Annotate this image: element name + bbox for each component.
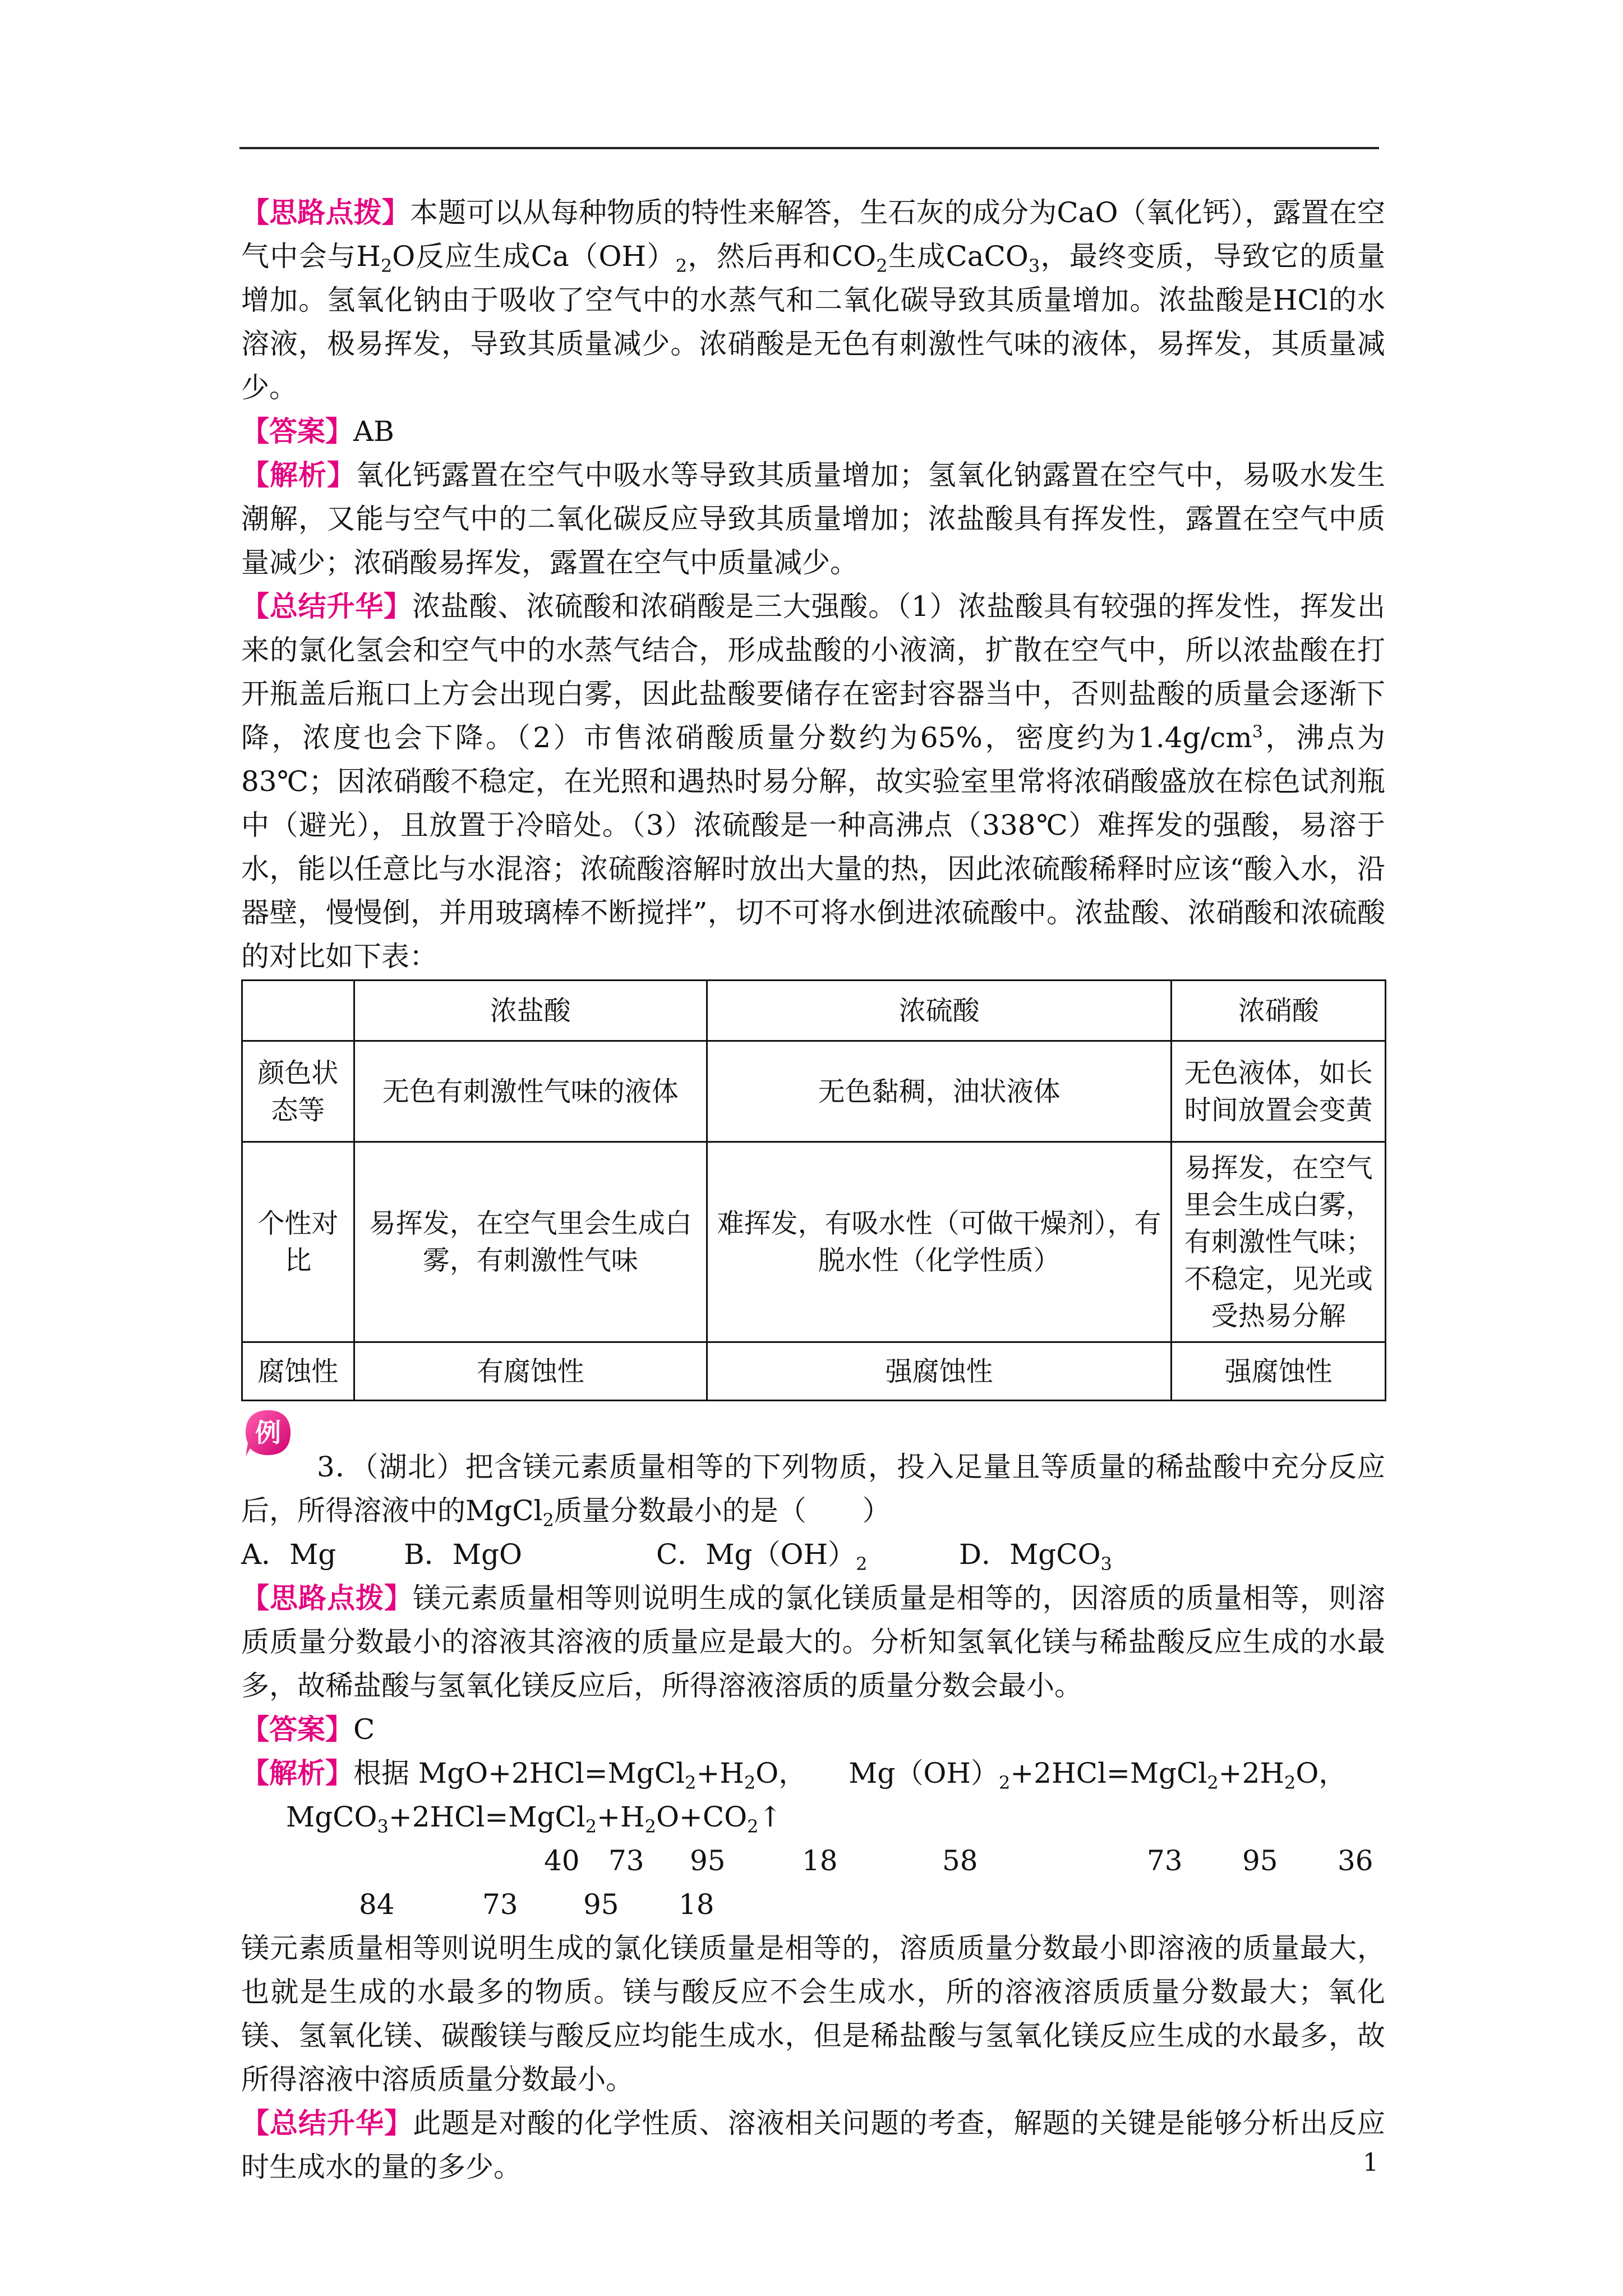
option-d: D．MgCO$_3$ xyxy=(959,1538,1112,1575)
q2-analysis-text: 氧化钙露置在空气中吸水等导致其质量增加；氢氧化钠露置在空气中，易吸水发生潮解，又能与空气中的二氧化碳反应导致其质量增加；浓盐酸具有挥发性，露置在空气中质量减少；浓硝酸易挥发，露置在空气中质量减少。 xyxy=(241,459,1386,579)
analysis-intro: 根据 xyxy=(353,1757,409,1789)
q2-summary-paragraph xyxy=(241,585,1385,978)
table-cell: 难挥发，有吸水性（可做干燥剂），有脱水性（化学性质） xyxy=(707,1142,1172,1342)
q2-hint-paragraph xyxy=(241,191,1385,409)
table-row xyxy=(242,1041,1386,1142)
answer-tag: 【答案】 xyxy=(241,1713,353,1746)
mass-value: 73 xyxy=(608,1844,644,1877)
q3-summary-paragraph xyxy=(241,2101,1385,2189)
table-row-label: 颜色状态等 xyxy=(242,1041,354,1142)
mass-value: 95 xyxy=(1242,1844,1278,1877)
acid-comparison-table xyxy=(241,979,1386,1401)
table-row xyxy=(242,1142,1386,1342)
table-row-label: 个性对比 xyxy=(242,1142,354,1342)
mass-value: 95 xyxy=(690,1844,726,1877)
mass-value: 40 xyxy=(544,1844,580,1877)
example-badge-label: 例 xyxy=(255,1418,281,1448)
answer-tag: 【答案】 xyxy=(241,415,353,448)
mass-value: 73 xyxy=(482,1888,518,1921)
q2-answer-paragraph xyxy=(241,409,1385,453)
mass-value: 18 xyxy=(679,1888,714,1921)
mass-value: 36 xyxy=(1338,1844,1373,1877)
q3-hint-text: 镁元素质量相等则说明生成的氯化镁质量是相等的，因溶质的质量相等，则溶质质量分数最小的溶液其溶液的质量应是最大的。分析知氢氧化镁与稀盐酸反应生成的水最多，故稀盐酸与氢氧化镁反应后，所得溶液溶质的质量分数会最小。 xyxy=(241,1582,1386,1702)
table-cell: 无色有刺激性气味的液体 xyxy=(354,1041,707,1142)
equation-mgo: $MgO+2HCl=MgCl_2+H_2O$， xyxy=(418,1757,793,1793)
table-cell: 无色黏稠，油状液体 xyxy=(707,1041,1172,1142)
q2-summary-text: 浓盐酸、浓硫酸和浓硝酸是三大强酸。（1）浓盐酸具有较强的挥发性，挥发出来的氯化氢会和空气中的水蒸气结合，形成盐酸的小液滴，扩散在空气中，所以浓盐酸在打开瓶盖后瓶口上方会出现白雾，因此盐酸要储存在密封容器当中，否则盐酸的质量会逐渐下降，浓度也会下降。（2）市售浓硝酸质量分数约为65%，密度约为$1.4g/cm^3$，沸点为83℃；因浓硝酸不稳定，在光照和遇热时易分解，故实验室里常将浓硝酸盛放在棕色试剂瓶中（避光），且放置于冷暗处。（3）浓硫酸是一种高沸点（338℃）难挥发的强酸，易溶于水，能以任意比与水混溶；浓硫酸溶解时放出大量的热，因此浓硫酸稀释时应该“酸入水，沿器壁，慢慢倒，并用玻璃棒不断搅拌”，切不可将水倒进浓硫酸中。浓盐酸、浓硝酸和浓硫酸的对比如下表： xyxy=(241,590,1386,973)
q3-summary-text: 此题是对酸的化学性质、溶液相关问题的考查，解题的关键是能够分析出反应时生成水的量的多少。 xyxy=(241,2107,1386,2183)
mass-value: 95 xyxy=(583,1888,619,1921)
hint-tag: 【思路点拨】 xyxy=(241,196,410,229)
option-c: C．$Mg(OH)_2$ xyxy=(656,1538,868,1575)
mass-value: 18 xyxy=(802,1844,838,1877)
q3-hint-paragraph xyxy=(241,1576,1385,1708)
table-cell: 有腐蚀性 xyxy=(354,1342,707,1401)
table-header-cell: 浓盐酸 xyxy=(354,981,707,1041)
q2-hint-text: 本题可以从每种物质的特性来解答，生石灰的成分为CaO（氧化钙），露置在空气中会与$H_2O$反应生成$Ca(OH)_2$，然后再和$CO_2$生成CaCO$_3$，最终变质，导致它的质量增加。氢氧化钠由于吸收了空气中的水蒸气和二氧化碳导致其质量增加。浓盐酸是HCl的水溶液，极易挥发，导致其质量减少。浓硝酸是无色有刺激性气味的液体，易挥发，其质量减少。 xyxy=(241,196,1386,404)
analysis-tag: 【解析】 xyxy=(241,458,356,491)
table-header-cell: 浓硝酸 xyxy=(1172,981,1386,1041)
table-cell: 强腐蚀性 xyxy=(1172,1342,1386,1401)
summary-tag: 【总结升华】 xyxy=(241,590,412,623)
table-header-cell xyxy=(242,981,354,1041)
mass-value: 84 xyxy=(359,1888,395,1921)
q2-answer: AB xyxy=(353,415,394,448)
q3-question: 3．（湖北）把含镁元素质量相等的下列物质，投入足量且等质量的稀盐酸中充分反应后，所得溶液中的MgCl$_2$质量分数最小的是（ ） xyxy=(241,1451,1385,1531)
equation-mgoh2: $Mg(OH)_2+2HCl=MgCl_2+2H_2O$， xyxy=(849,1757,1347,1793)
hint-tag: 【思路点拨】 xyxy=(241,1581,413,1614)
table-header-cell: 浓硫酸 xyxy=(707,981,1172,1041)
q3-analysis-text: 镁元素质量相等则说明生成的氯化镁质量是相等的，溶质质量分数最小即溶液的质量最大，也就是生成的水最多的物质。镁与酸反应不会生成水，所的溶液溶质质量分数最大；氧化镁、氢氧化镁、碳酸镁与酸反应均能生成水，但是稀盐酸与氢氧化镁反应生成的水最多，故所得溶液中溶质质量分数最小。 xyxy=(241,1932,1385,2096)
table-header-row xyxy=(242,981,1386,1041)
table-cell: 易挥发，在空气里会生成白雾，有刺激性气味；不稳定，见光或受热易分解 xyxy=(1172,1142,1386,1342)
summary-tag: 【总结升华】 xyxy=(241,2106,413,2139)
q3-answer-paragraph xyxy=(241,1708,1385,1751)
page-number: 1 xyxy=(1363,2148,1378,2177)
relative-masses xyxy=(241,1839,1385,1926)
header-rule xyxy=(239,147,1379,149)
q3-answer: C xyxy=(353,1713,375,1746)
table-cell: 无色液体，如长时间放置会变黄 xyxy=(1172,1041,1386,1142)
q2-analysis-paragraph xyxy=(241,453,1385,585)
option-a: A．Mg xyxy=(241,1538,336,1571)
equation-mgco3: $MgCO_3+2HCl=MgCl_2+H_2O+CO_2↑$ xyxy=(286,1801,782,1837)
table-cell: 强腐蚀性 xyxy=(707,1342,1172,1401)
document-page xyxy=(241,191,1385,2189)
example-header xyxy=(241,1406,1385,1490)
analysis-tag: 【解析】 xyxy=(241,1756,353,1789)
q3-options xyxy=(241,1533,1385,1576)
option-b: B．MgO xyxy=(404,1538,522,1571)
example-badge-icon xyxy=(243,1408,293,1457)
mass-value: 73 xyxy=(1147,1844,1183,1877)
table-cell: 易挥发，在空气里会生成白雾，有刺激性气味 xyxy=(354,1142,707,1342)
q3-analysis-equations xyxy=(241,1751,1385,1795)
mass-value: 58 xyxy=(942,1844,978,1877)
table-row-label: 腐蚀性 xyxy=(242,1342,354,1401)
table-row xyxy=(242,1342,1386,1401)
